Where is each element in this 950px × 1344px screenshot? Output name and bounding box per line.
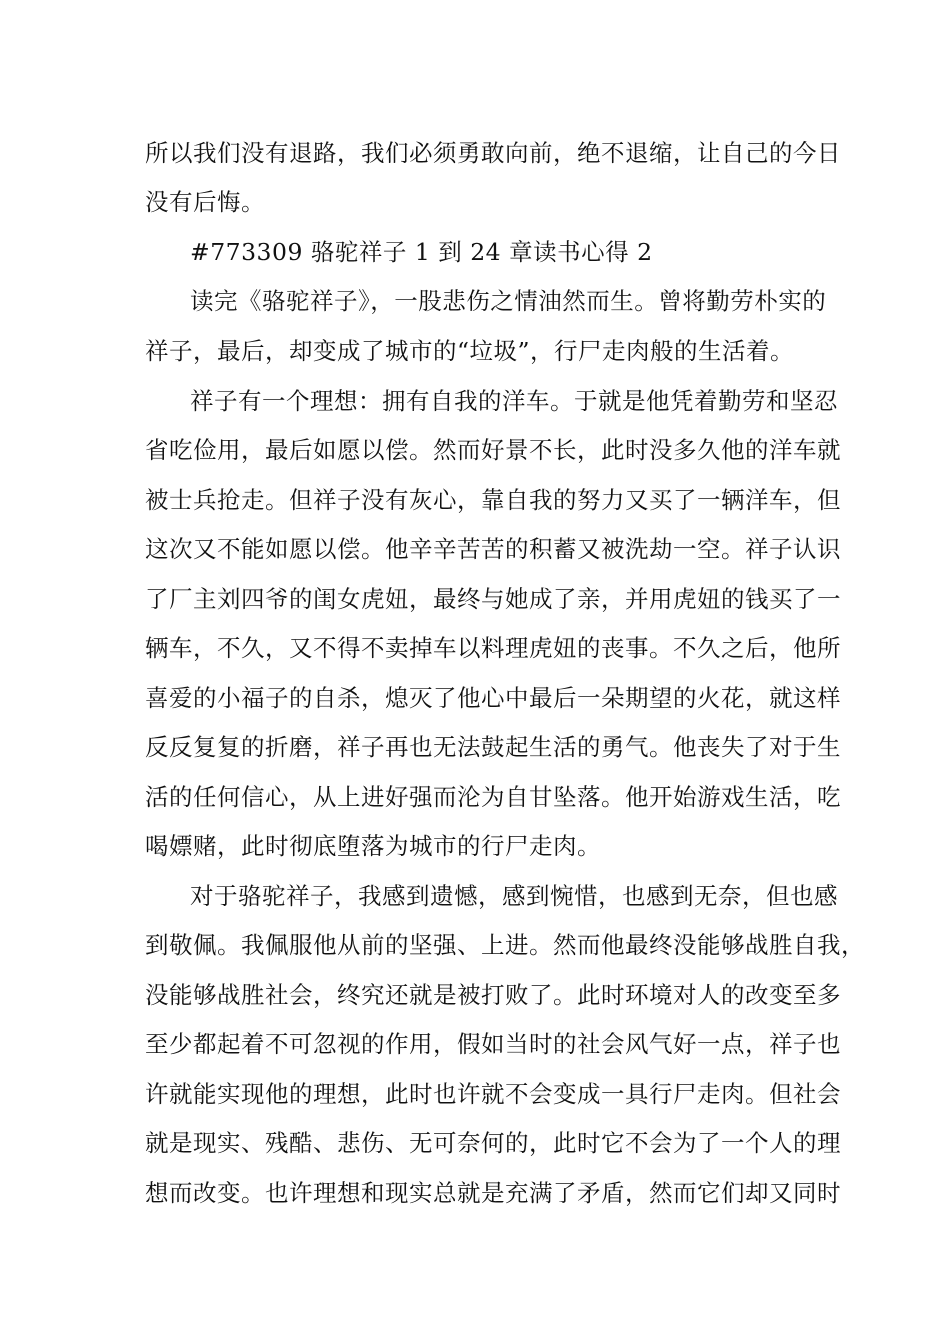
text-line: 被士兵抢走。但祥子没有灰心，靠自我的努力又买了一辆洋车，但 [145,486,841,514]
heading-line: #773309 骆驼祥子 1 到 24 章读书心得 2 [190,238,653,266]
text-line: 对于骆驼祥子，我感到遗憾，感到惋惜，也感到无奈，但也感 [190,882,838,910]
text-line: 辆车，不久，又不得不卖掉车以料理虎妞的丧事。不久之后，他所 [145,634,841,662]
text-line: 省吃俭用，最后如愿以偿。然而好景不长，此时没多久他的洋车就 [145,436,841,464]
text-line: 喝嫖赌，此时彻底堕落为城市的行尸走肉。 [145,832,601,860]
text-line: 想而改变。也许理想和现实总就是充满了矛盾，然而它们却又同时 [145,1179,841,1207]
text-line: 所以我们没有退路，我们必须勇敢向前，绝不退缩，让自己的今日 [145,139,841,167]
text-line: 读完《骆驼祥子》，一股悲伤之情油然而生。曾将勤劳朴实的 [190,287,827,315]
text-line: 至少都起着不可忽视的作用，假如当时的社会风气好一点，祥子也 [145,1030,841,1058]
text-line: 许就能实现他的理想，此时也许就不会变成一具行尸走肉。但社会 [145,1080,841,1108]
text-line: 活的任何信心，从上进好强而沦为自甘坠落。他开始游戏生活，吃 [145,783,841,811]
text-line: 到敬佩。我佩服他从前的坚强、上进。然而他最终没能够战胜自我， [145,931,865,959]
text-line: 了厂主刘四爷的闺女虎妞，最终与她成了亲，并用虎妞的钱买了一 [145,585,841,613]
text-line: 就是现实、残酷、悲伤、无可奈何的，此时它不会为了一个人的理 [145,1129,841,1157]
text-line: 这次又不能如愿以偿。他辛辛苦苦的积蓄又被洗劫一空。祥子认识 [145,535,841,563]
text-line: 没有后悔。 [145,188,265,216]
text-line: 祥子，最后，却变成了城市的“垃圾”，行尸走肉般的生活着。 [145,337,795,365]
text-line: 没能够战胜社会，终究还就是被打败了。此时环境对人的改变至多 [145,981,841,1009]
text-line: 反反复复的折磨，祥子再也无法鼓起生活的勇气。他丧失了对于生 [145,733,841,761]
text-line: 祥子有一个理想：拥有自我的洋车。于就是他凭着勤劳和坚忍 [190,387,838,415]
text-line: 喜爱的小福子的自杀，熄灭了他心中最后一朵期望的火花，就这样 [145,684,841,712]
